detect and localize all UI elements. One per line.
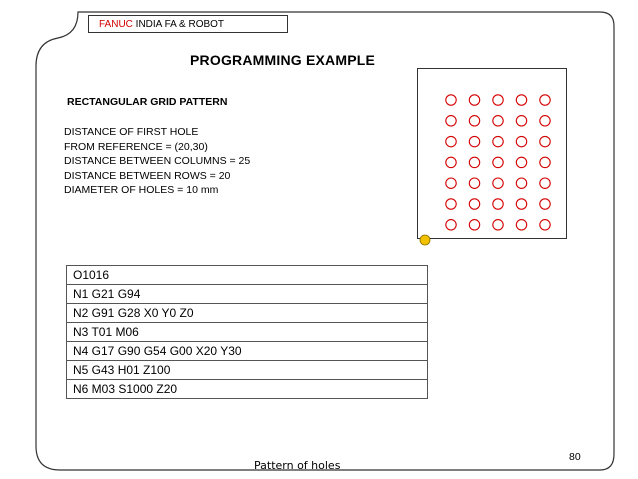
hole-circle [469,220,479,230]
hole-circle [540,178,550,188]
hole-circle [446,220,456,230]
program-line: N1 G21 G94 [67,285,428,304]
hole-circle [446,199,456,209]
spec-line: DISTANCE BETWEEN COLUMNS = 25 [64,155,251,167]
hole-circle [493,116,503,126]
spec-line: DISTANCE BETWEEN ROWS = 20 [64,169,231,182]
hole-circle [446,116,456,126]
hole-circle [516,136,526,146]
program-line: N4 G17 G90 G54 G00 X20 Y30 [67,342,428,361]
program-row [67,380,428,399]
program-line: N5 G43 H01 Z100 [67,361,428,380]
spec-line: FROM REFERENCE = (20,30) [64,140,208,153]
program-line: N6 M03 S1000 Z20 [67,380,428,399]
hole-circle [516,178,526,188]
hole-grid-svg [417,68,567,239]
hole-circle [516,116,526,126]
program-row [67,323,428,342]
spec-line: DISTANCE OF FIRST HOLE [64,126,199,138]
hole-circle [516,220,526,230]
hole-circle [493,157,503,167]
program-row [67,361,428,380]
hole-grid-diagram [417,68,567,239]
hole-circle [493,178,503,188]
brand-text: INDIA FA & ROBOT [132,19,225,30]
program-table [66,265,428,399]
hole-circle [540,136,550,146]
hole-circle [469,199,479,209]
hole-circle [540,220,550,230]
hole-circle [493,199,503,209]
section-subtitle: RECTANGULAR GRID PATTERN [67,96,228,108]
program-row [67,266,428,285]
hole-circle [493,95,503,105]
hole-circle [516,199,526,209]
brand-highlight: FANUC [99,19,133,30]
spec-line: DIAMETER OF HOLES = 10 mm [64,184,219,196]
hole-circle [516,95,526,105]
hole-circle [469,136,479,146]
program-line: O1016 [67,266,428,285]
hole-circle [446,178,456,188]
program-line: N3 T01 M06 [67,323,428,342]
hole-circle [446,95,456,105]
hole-circle [540,157,550,167]
reference-point-marker [420,235,430,245]
hole-circle [516,157,526,167]
hole-circle [469,157,479,167]
program-row [67,342,428,361]
hole-circle [469,178,479,188]
page-title: PROGRAMMING EXAMPLE [190,52,376,68]
hole-circle [540,199,550,209]
hole-circle [469,95,479,105]
spec-list [64,125,250,198]
program-row [67,285,428,304]
hole-circle [446,136,456,146]
hole-circle [469,116,479,126]
program-line: N2 G91 G28 X0 Y0 Z0 [67,304,428,323]
hole-circle [540,95,550,105]
hole-circle [540,116,550,126]
hole-circle [493,136,503,146]
program-row [67,304,428,323]
page-number: 80 [569,451,581,463]
hole-circle [493,220,503,230]
footer-caption: Pattern of holes [254,459,341,472]
hole-circle [446,157,456,167]
brand-tag [88,15,288,33]
